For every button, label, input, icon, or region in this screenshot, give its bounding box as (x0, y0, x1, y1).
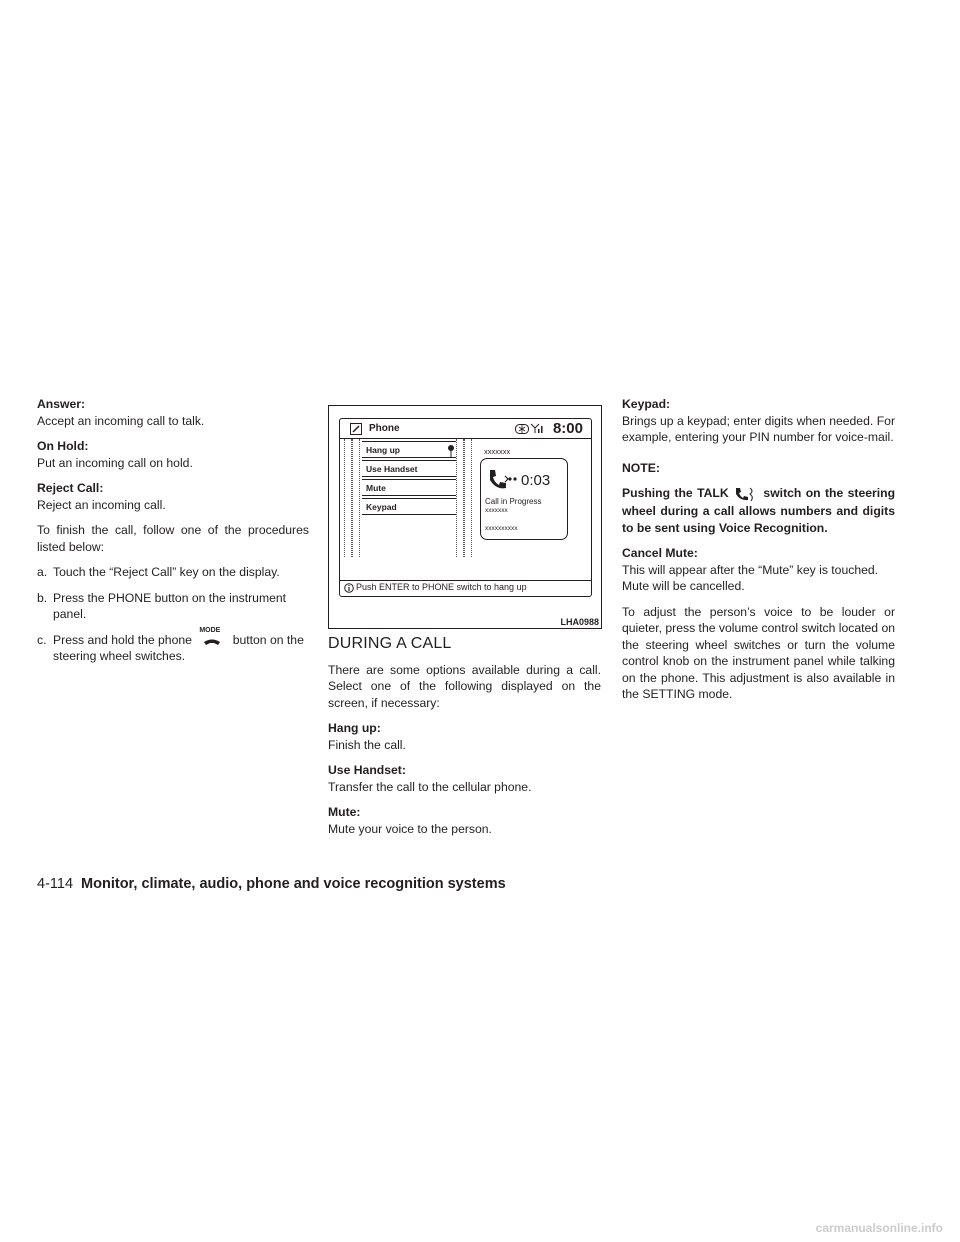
left-rail (352, 439, 360, 557)
call-number: xxxxxxxxxx (485, 525, 518, 532)
call-panel (474, 443, 580, 555)
cancel-mute-heading: Cancel Mute: (622, 546, 698, 560)
call-status-box (480, 458, 568, 540)
page-footer (37, 876, 506, 892)
bluetooth-icon (515, 424, 529, 434)
on-hold-heading: On Hold: (37, 439, 89, 453)
note-text (622, 485, 895, 536)
reject-call-text: Reject an incoming call. (37, 497, 166, 512)
screen-footer (340, 580, 591, 596)
answer-heading: Answer: (37, 397, 86, 411)
screen-header (340, 419, 591, 439)
scroll-indicator-icon (447, 444, 455, 458)
use-handset-heading: Use Handset: (328, 763, 406, 777)
menu-item-use-handset[interactable]: Use Handset (362, 460, 456, 477)
clock-time: 8:00 (552, 420, 583, 437)
mute-heading: Mute: (328, 805, 361, 819)
column-right (622, 396, 895, 712)
mode-label: MODE (199, 627, 221, 635)
list-label: b. (37, 590, 48, 605)
menu-item-hang-up[interactable]: Hang up (362, 441, 456, 458)
column-middle (328, 636, 601, 846)
info-icon (344, 583, 354, 593)
mute-text: Mute your voice to the person. (328, 821, 492, 836)
menu-item-keypad[interactable]: Keypad (362, 498, 456, 515)
hint-text: Push ENTER to PHONE switch to hang up (356, 582, 527, 592)
column-left (37, 396, 309, 674)
call-caller: xxxxxxx (485, 507, 508, 514)
watermark: carmanualsonline.info (815, 1221, 943, 1235)
list-text: Touch the “Reject Call” key on the display. (53, 565, 280, 579)
keypad-text: Brings up a keypad; enter digits when needed. For example, entering your PIN number for voice-mail. (622, 413, 895, 444)
left-rail (344, 439, 352, 557)
cancel-mute-text: This will appear after the “Mute” key is touched. Mute will be cancelled. (622, 562, 879, 593)
finish-call-intro: To finish the call, follow one of the procedures listed below: (37, 523, 309, 554)
hang-up-heading: Hang up: (328, 721, 381, 735)
during-call-intro: There are some options available during a call. Select one of the following displayed on the screen, if necessary: (328, 662, 601, 710)
volume-adjust-text: To adjust the person’s voice to be louder or quieter, press the volume control switch located on the steering wheel switches or turn the volume control knob on the instrument panel while talking on the phone. This adjustment is also available in the SETTING mode. (622, 604, 896, 701)
note-text-end: switch on the steering wheel during a call allows numbers and digits to be sent using Voice Recognition. (622, 486, 896, 535)
display-screen (339, 418, 592, 597)
screen-title: Phone (369, 423, 400, 434)
menu-item-mute[interactable]: Mute (362, 479, 456, 496)
list-label: c. (37, 632, 47, 647)
section-title: DURING A CALL (328, 635, 452, 652)
call-duration: 0:03 (521, 472, 551, 489)
on-hold-text: Put an incoming call on hold. (37, 455, 193, 470)
list-item (37, 627, 309, 665)
list-text: Press the PHONE button on the instrument panel. (53, 590, 287, 621)
figure-code: LHA0988 (560, 617, 599, 627)
call-status-text: Call in Progress (485, 497, 542, 506)
use-handset-text: Transfer the call to the cellular phone. (328, 779, 532, 794)
note-heading: NOTE: (622, 460, 660, 475)
keypad-heading: Keypad: (622, 397, 671, 411)
note-text-start: Pushing the TALK (622, 486, 729, 501)
right-rail (456, 439, 464, 557)
right-rail (464, 439, 472, 557)
reject-call-heading: Reject Call: (37, 481, 104, 495)
hang-up-text: Finish the call. (328, 737, 406, 752)
talk-switch-icon (733, 485, 759, 503)
list-text: button on the steering wheel switches. (53, 632, 304, 664)
list-text: Press and hold the phone (53, 632, 192, 647)
phone-screen-figure (328, 405, 602, 629)
list-item (37, 564, 309, 581)
page-number: 4-114 (37, 876, 74, 892)
answer-text: Accept an incoming call to talk. (37, 413, 205, 428)
phone-mode-icon (195, 627, 229, 648)
list-label: a. (37, 565, 48, 579)
call-in-progress-icon (485, 467, 519, 493)
list-item (37, 590, 309, 623)
signal-strength-icon (530, 423, 544, 434)
phone-handset-icon (350, 423, 362, 435)
caller-name: xxxxxxx (484, 447, 511, 456)
chapter-title: Monitor, climate, audio, phone and voice recognition systems (81, 876, 506, 892)
